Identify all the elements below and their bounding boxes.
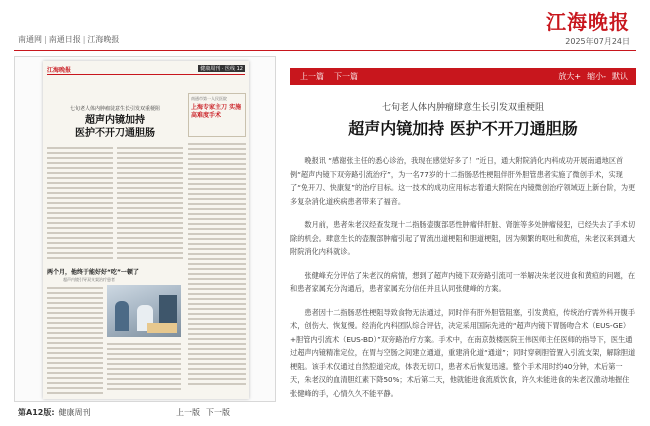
- thumbnail-masthead: [47, 65, 245, 75]
- thumbnail-text-column-3: [188, 143, 246, 388]
- thumbnail-sub-caption: 超声内镜引导双支架治疗患者: [63, 277, 115, 282]
- breadcrumb-separator: |: [82, 35, 86, 44]
- site-logo[interactable]: 江海晚报: [546, 10, 630, 34]
- default-size-button[interactable]: 默认: [612, 72, 628, 81]
- thumbnail-text-column-2: [117, 147, 183, 262]
- thumbnail-brand: 江海晚报: [47, 67, 72, 74]
- breadcrumb: [18, 34, 119, 45]
- prev-page-link[interactable]: 上一版: [176, 408, 200, 417]
- article-kicker: 七旬老人体内肿瘤肆意生长引发双重梗阻: [381, 103, 544, 113]
- zoom-out-button[interactable]: 缩小-: [587, 72, 606, 81]
- page-name: 健康周刊: [58, 408, 91, 417]
- article-paragraph: 张健峰充分评估了朱老汉的病情，想到了超声内镜下双旁路引流可一举解决朱老汉进食和黄疸的问题，在和患者家属充分沟通后，患者家属充分信任并且认同张健峰的方案。: [290, 270, 636, 293]
- article-toolbar: [290, 68, 636, 85]
- thumbnail-side-story[interactable]: [188, 93, 246, 137]
- thumbnail-sub-headline[interactable]: 两个月，他终于能好好“吃”一顿了: [47, 269, 139, 276]
- zoom-in-button[interactable]: 放大+: [558, 72, 582, 81]
- article-body: [290, 154, 636, 410]
- issue-date: 2025年07月24日: [565, 37, 630, 46]
- article-headline: 超声内镜加持 医护不开刀通胆肠: [348, 119, 578, 138]
- breadcrumb-link-nantong-net[interactable]: 南通网: [18, 35, 42, 44]
- article-nav: [300, 71, 368, 82]
- thumbnail-kicker: 七旬老人体内肿瘤徒意生长引发双重梗阻: [69, 106, 160, 112]
- prev-article-link[interactable]: 上一篇: [300, 72, 324, 81]
- article-paragraph: 晚报讯 “感谢张主任的悉心诊治，我现在感觉好多了！”近日，通大附院消化内科成功开展南通地区首例“超声内镜下双旁路引流治疗”，为一名77岁的十二指肠恶性梗阻伴肝外胆管患者实施了微创手术，实现了“免开刀、快康复”的治疗目标。这一技术的成功应用标志着通大附院在内镜微创治疗领域迈上新台阶，为更多复杂消化道疾病患者带来了福音。: [290, 156, 636, 206]
- page-pager: [176, 407, 236, 418]
- font-size-tools: [552, 71, 628, 82]
- thumbnail-text-column-5: [107, 343, 181, 393]
- thumbnail-section-label: 健康周刊 · 医线 12: [200, 66, 243, 72]
- page-number-label: 第A12版:: [18, 408, 55, 417]
- thumbnail-side-title: 上海专家主刀 实施高难度手术: [191, 104, 242, 119]
- article-paragraph: 患者因十二指肠恶性梗阻导致食物无法通过，同时伴有肝外胆管阻塞，引发黄疸，传统治疗需外科开腹手术，创伤大、恢复慢。经消化内科团队综合评估，决定采用国际先进的“超声内镜下胃肠吻合术（EUS-GE）+胆管内引流术（EUS-BD）”双旁路治疗方案。手术中，在南京鼓楼医院王伟医师主任医师的指导下，医生通过超声内镜精准定位，在胃与空肠之间建立通道，重建消化道“通道”；同时穿刺胆管置入引流支架，解除胆道梗阻。该手术仅通过自然腔道完成，体表无切口，患者术后恢复迅速。整个手术用时约40分钟，术后第一天，朱老汉的血清胆红素下降50%；术后第二天，他就能进食流质饮食，许久未能进食的朱老汉激动地握住张健峰的手，心情久久不能平静。: [290, 307, 636, 398]
- site-header: [0, 0, 650, 52]
- thumbnail-photo: [107, 285, 181, 337]
- thumbnail-text-column-1: [47, 147, 113, 262]
- breadcrumb-separator: |: [44, 35, 47, 44]
- page-thumbnail-panel: [14, 56, 276, 402]
- newspaper-page-thumbnail[interactable]: [43, 61, 249, 399]
- next-page-link[interactable]: 下一版: [206, 408, 230, 417]
- thumbnail-headline-line-2: 医护不开刀通胆肠: [75, 128, 155, 139]
- next-article-link[interactable]: 下一篇: [334, 72, 358, 81]
- page-info: [18, 407, 91, 418]
- article-panel: [290, 64, 636, 416]
- thumbnail-headline[interactable]: [47, 114, 183, 140]
- thumbnail-text-column-4: [47, 287, 103, 397]
- breadcrumb-link-jianghai-evening[interactable]: 江海晚报: [87, 35, 120, 44]
- thumbnail-headline-line-1: 超声内镜加持: [85, 115, 145, 126]
- header-divider: [14, 50, 636, 51]
- thumbnail-side-small-text: 南通市第一人民医院: [191, 96, 227, 101]
- article-paragraph: 数月前，患者朱老汉经查发现十二指肠壶腹部恶性肿瘤伴肝脏、肾脏等多处肿瘤侵犯，已经失去了手术切除的机会。肆意生长的壶腹部肿瘤引起了胃流出道梗阻和胆道梗阻，因为频繁的呕吐和黄疸，朱老汉来到通大附院消化内科就诊。: [290, 220, 636, 256]
- breadcrumb-link-nantong-daily[interactable]: 南通日报: [48, 35, 81, 44]
